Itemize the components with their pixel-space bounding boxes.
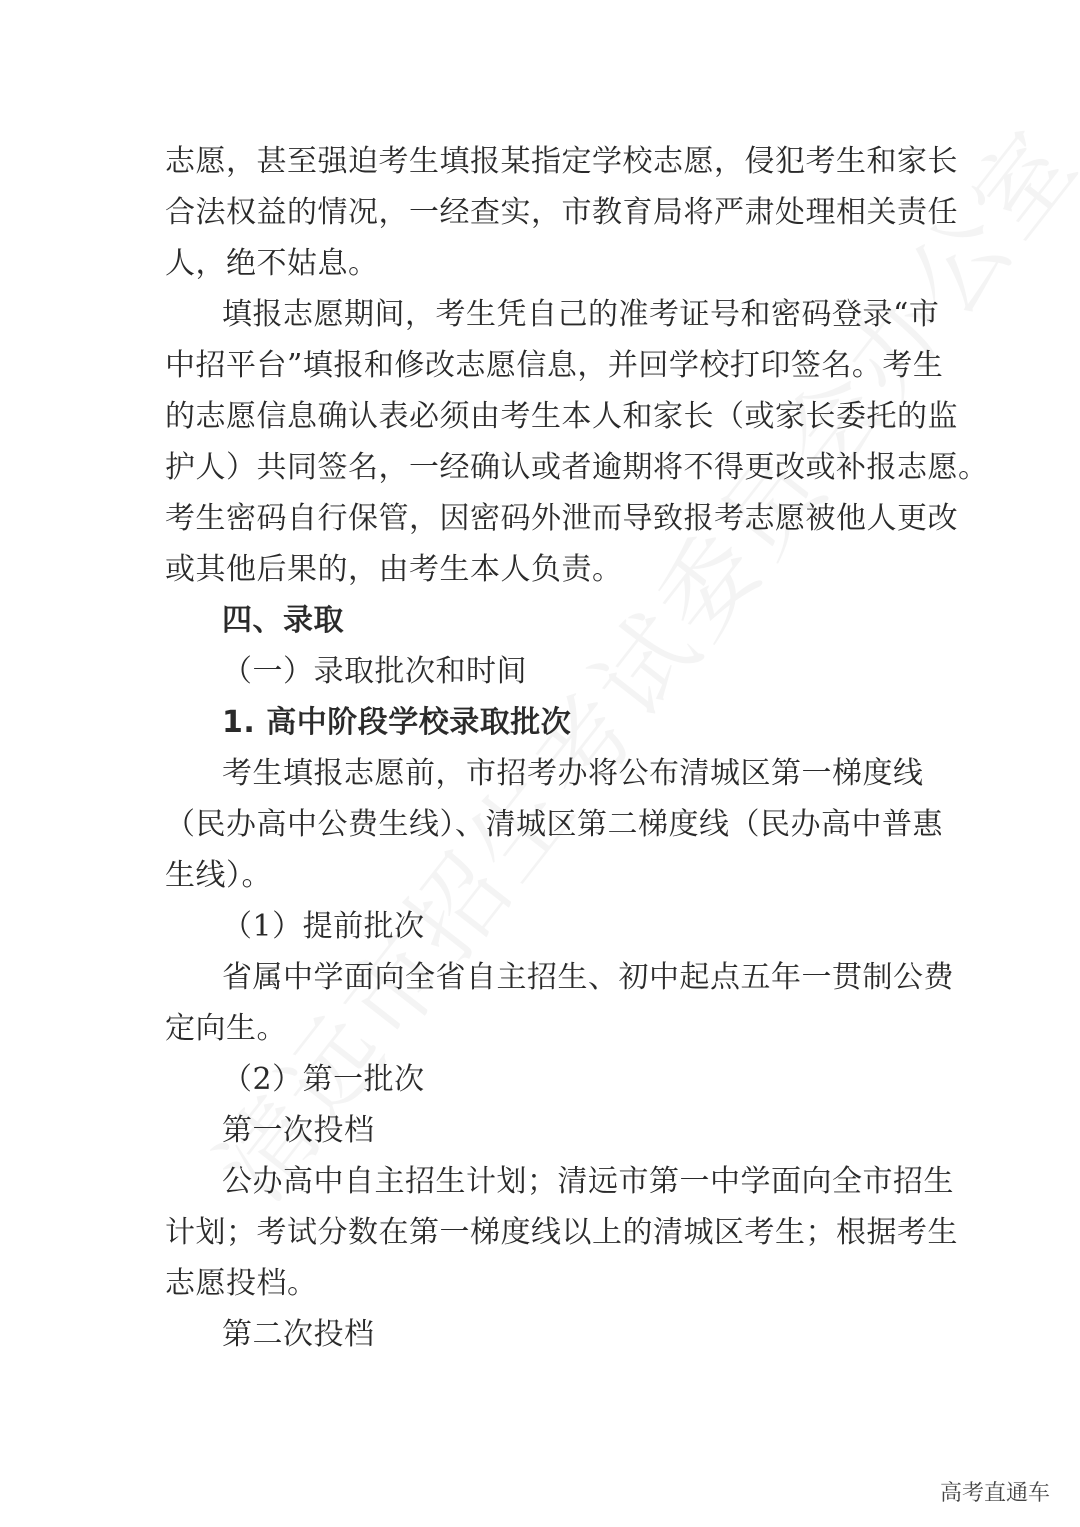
text-line: 中招平台”填报和修改志愿信息，并回学校打印签名。考生 [165,348,944,383]
text-line: 生线）。 [165,858,272,893]
text-line: 省属中学面向全省自主招生、初中起点五年一贯制公费 [222,960,954,995]
item-heading: 1. 高中阶段学校录取批次 [222,705,572,740]
text-line: 公办高中自主招生计划；清远市第一中学面向全市招生 [222,1164,954,1199]
text-line: 第二次投档 [222,1317,375,1352]
text-line: 或其他后果的，由考生本人负责。 [165,552,623,587]
footer-brand: 高考直通车 [939,1481,1050,1506]
text-line: 考生密码自行保管，因密码外泄而导致报考志愿被他人更改 [165,501,958,536]
text-line: 的志愿信息确认表必须由考生本人和家长（或家长委托的监 [165,399,958,434]
text-line: 考生填报志愿前，市招考办将公布清城区第一梯度线 [222,756,924,791]
section-heading: 四、录取 [222,603,344,638]
text-line: 合法权益的情况，一经查实，市教育局将严肃处理相关责任 [165,195,958,230]
item-heading: （1）提前批次 [222,909,425,944]
subsection-heading: （一）录取批次和时间 [222,654,527,689]
text-line: 志愿，甚至强迫考生填报某指定学校志愿，侵犯考生和家长 [165,144,958,179]
text-line: 填报志愿期间，考生凭自己的准考证号和密码登录“市 [222,297,940,332]
text-line: 护人）共同签名，一经确认或者逾期将不得更改或补报志愿。 [165,450,989,485]
text-line: 志愿投档。 [165,1266,318,1301]
text-line: 定向生。 [165,1011,287,1046]
text-line: （民办高中公费生线）、清城区第二梯度线（民办高中普惠 [165,807,943,842]
text-line: 第一次投档 [222,1113,375,1148]
text-line: 人，绝不姑息。 [165,246,379,281]
item-heading: （2）第一批次 [222,1062,425,1097]
text-line: 计划；考试分数在第一梯度线以上的清城区考生；根据考生 [165,1215,958,1250]
